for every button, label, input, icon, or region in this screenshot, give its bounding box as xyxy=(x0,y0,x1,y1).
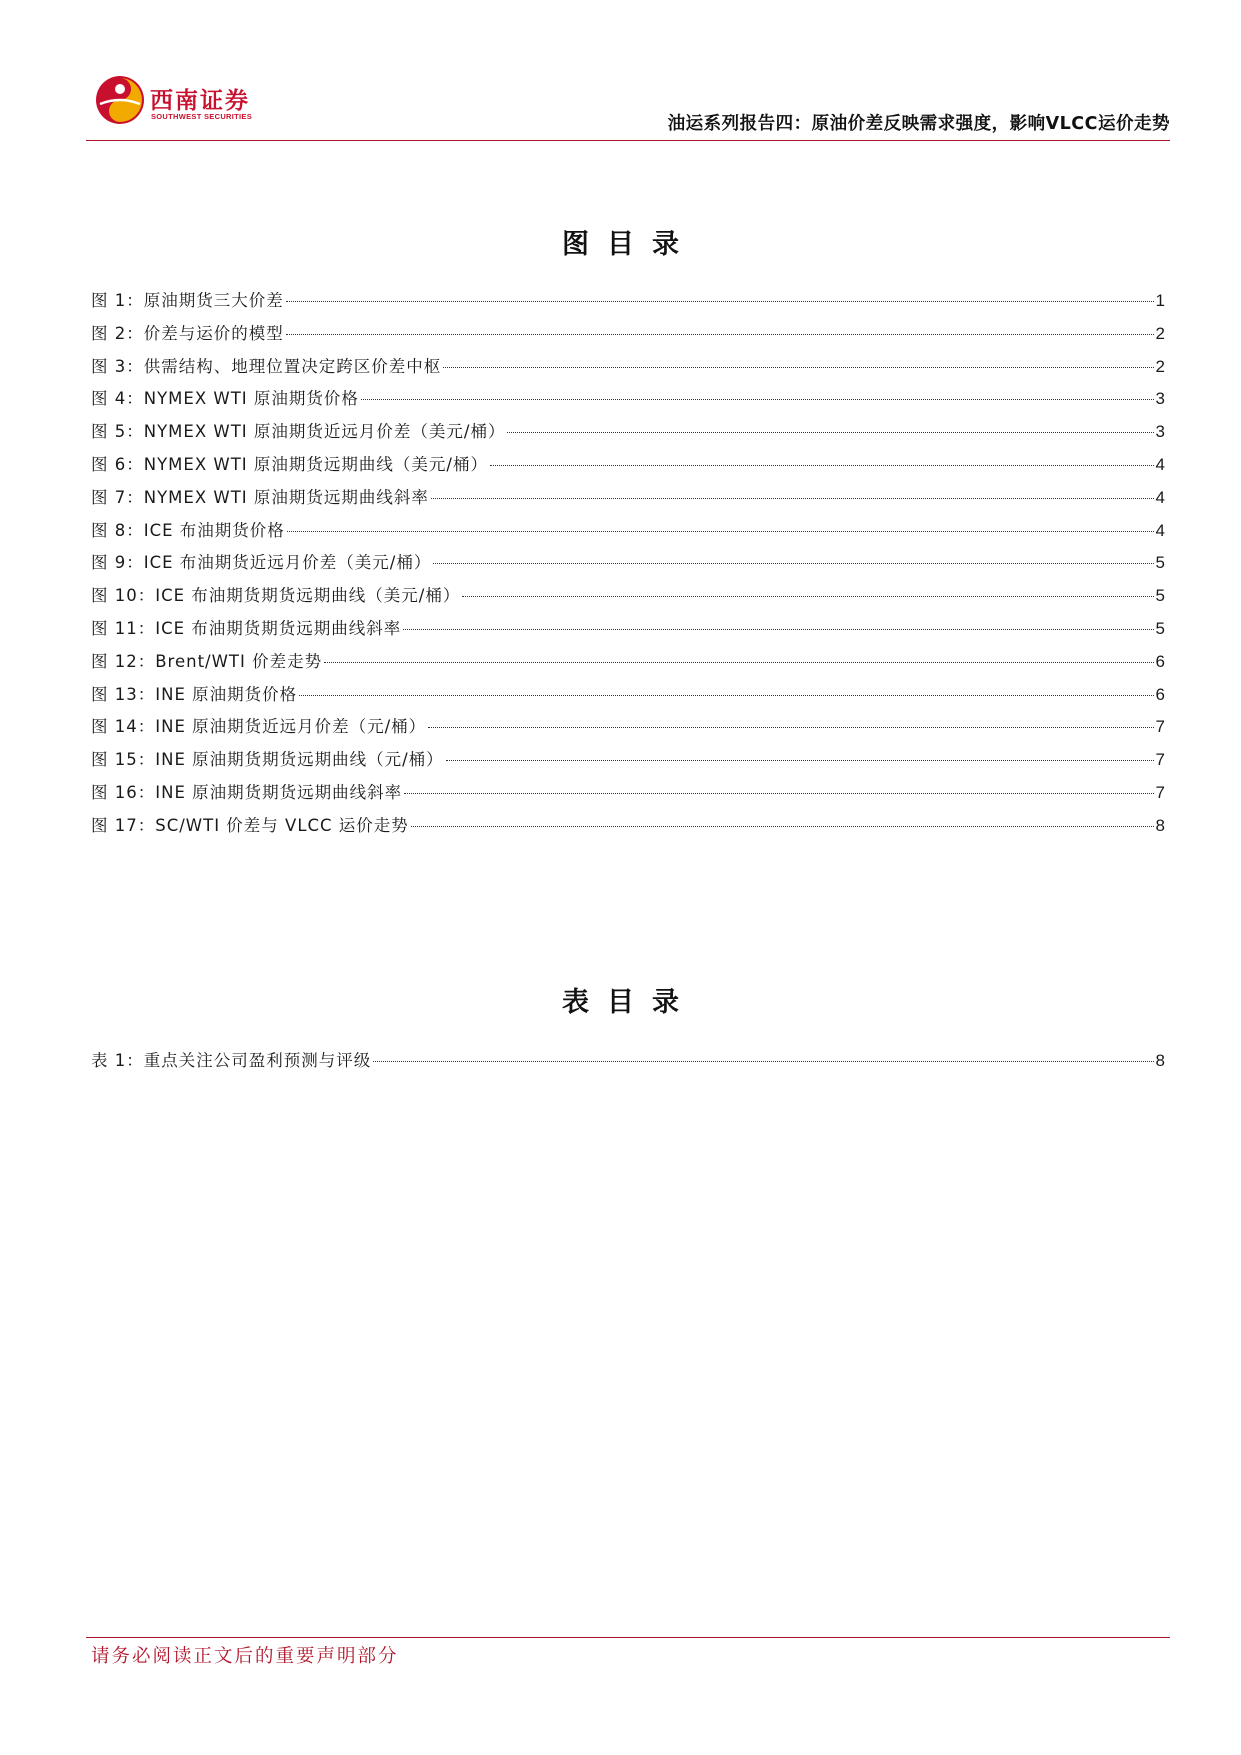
toc-entry[interactable] xyxy=(91,648,1166,681)
toc-entry-page: 8 xyxy=(1155,1051,1166,1070)
figures-toc-list xyxy=(91,287,1166,845)
report-title: 油运系列报告四：原油价差反映需求强度，影响VLCC运价走势 xyxy=(667,114,1170,134)
toc-entry[interactable] xyxy=(91,1047,1166,1080)
toc-dot-leader xyxy=(299,695,1153,696)
logo-english-name: SOUTHWEST SECURITIES xyxy=(151,112,253,121)
toc-entry[interactable] xyxy=(91,713,1166,746)
page-header xyxy=(86,62,1170,140)
company-logo xyxy=(94,74,294,130)
toc-entry-label: 图 17：SC/WTI 价差与 VLCC 运价走势 xyxy=(91,815,409,835)
toc-entry-label: 图 7：NYMEX WTI 原油期货远期曲线斜率 xyxy=(91,487,429,507)
toc-dot-leader xyxy=(443,367,1153,368)
toc-entry-page: 3 xyxy=(1155,422,1166,442)
tables-toc-list xyxy=(91,1047,1166,1080)
toc-entry-label: 图 6：NYMEX WTI 原油期货远期曲线（美元/桶） xyxy=(91,454,488,474)
header-divider xyxy=(86,140,1170,141)
toc-entry-page: 4 xyxy=(1155,487,1166,507)
toc-entry[interactable] xyxy=(91,418,1166,451)
tables-toc-title: 表目录 xyxy=(562,987,697,1018)
toc-entry[interactable] xyxy=(91,582,1166,615)
toc-entry[interactable] xyxy=(91,287,1166,320)
toc-entry-page: 5 xyxy=(1155,618,1166,638)
toc-entry-label: 图 3：供需结构、地理位置决定跨区价差中枢 xyxy=(91,356,442,376)
toc-entry[interactable] xyxy=(91,779,1166,812)
toc-entry-page: 5 xyxy=(1155,586,1166,606)
toc-entry-label: 图 4：NYMEX WTI 原油期货价格 xyxy=(91,389,359,409)
toc-entry-page: 6 xyxy=(1155,651,1166,671)
toc-entry[interactable] xyxy=(91,517,1166,550)
toc-entry-page: 8 xyxy=(1155,815,1166,835)
sun-logo-icon xyxy=(94,74,146,126)
footer-divider xyxy=(86,1637,1170,1638)
toc-entry-page: 6 xyxy=(1155,684,1166,704)
toc-entry-label: 图 9：ICE 布油期货近远月价差（美元/桶） xyxy=(91,553,432,573)
toc-entry-page: 7 xyxy=(1155,750,1166,770)
toc-dot-leader xyxy=(287,531,1154,532)
toc-dot-leader xyxy=(403,629,1153,630)
toc-dot-leader xyxy=(411,826,1154,827)
toc-entry-label: 图 2：价差与运价的模型 xyxy=(91,323,284,343)
toc-entry-page: 3 xyxy=(1155,389,1166,409)
disclaimer-note: 请务必阅读正文后的重要声明部分 xyxy=(91,1646,399,1667)
logo-chinese-name: 西南证券 xyxy=(150,87,250,114)
toc-entry-label: 图 10：ICE 布油期货期货远期曲线（美元/桶） xyxy=(91,586,461,606)
toc-dot-leader xyxy=(433,563,1153,564)
toc-entry[interactable] xyxy=(91,681,1166,714)
toc-entry[interactable] xyxy=(91,385,1166,418)
toc-entry[interactable] xyxy=(91,549,1166,582)
toc-entry[interactable] xyxy=(91,746,1166,779)
toc-entry-page: 1 xyxy=(1155,291,1166,310)
toc-dot-leader xyxy=(428,727,1153,728)
toc-entry-label: 表 1：重点关注公司盈利预测与评级 xyxy=(91,1051,372,1070)
toc-dot-leader xyxy=(286,334,1154,335)
toc-entry-page: 2 xyxy=(1155,356,1166,376)
toc-dot-leader xyxy=(286,301,1154,302)
toc-entry-label: 图 11：ICE 布油期货期货远期曲线斜率 xyxy=(91,618,402,638)
toc-dot-leader xyxy=(373,1061,1153,1062)
toc-entry-label: 图 8：ICE 布油期货价格 xyxy=(91,520,285,540)
toc-entry-page: 7 xyxy=(1155,717,1166,737)
toc-entry-page: 5 xyxy=(1155,553,1166,573)
toc-entry-label: 图 16：INE 原油期货期货远期曲线斜率 xyxy=(91,782,403,802)
toc-entry-label: 图 12：Brent/WTI 价差走势 xyxy=(91,651,323,671)
toc-entry-page: 7 xyxy=(1155,782,1166,802)
toc-entry-label: 图 14：INE 原油期货近远月价差（元/桶） xyxy=(91,717,427,737)
toc-entry-page: 4 xyxy=(1155,454,1166,474)
toc-entry-label: 图 1：原油期货三大价差 xyxy=(91,291,284,310)
toc-dot-leader xyxy=(431,498,1154,499)
toc-entry-page: 4 xyxy=(1155,520,1166,540)
toc-entry-label: 图 13：INE 原油期货价格 xyxy=(91,684,298,704)
toc-dot-leader xyxy=(462,596,1153,597)
toc-entry[interactable] xyxy=(91,353,1166,386)
toc-dot-leader xyxy=(324,662,1153,663)
toc-dot-leader xyxy=(404,793,1153,794)
toc-entry[interactable] xyxy=(91,451,1166,484)
figures-toc-title: 图目录 xyxy=(562,229,697,260)
toc-dot-leader xyxy=(507,432,1153,433)
toc-entry[interactable] xyxy=(91,320,1166,353)
toc-entry-page: 2 xyxy=(1155,323,1166,343)
toc-dot-leader xyxy=(446,760,1154,761)
toc-entry[interactable] xyxy=(91,484,1166,517)
toc-entry-label: 图 5：NYMEX WTI 原油期货近远月价差（美元/桶） xyxy=(91,422,506,442)
toc-entry-label: 图 15：INE 原油期货期货远期曲线（元/桶） xyxy=(91,750,444,770)
toc-dot-leader xyxy=(361,399,1154,400)
toc-entry[interactable] xyxy=(91,615,1166,648)
toc-entry[interactable] xyxy=(91,812,1166,845)
toc-dot-leader xyxy=(490,465,1154,466)
